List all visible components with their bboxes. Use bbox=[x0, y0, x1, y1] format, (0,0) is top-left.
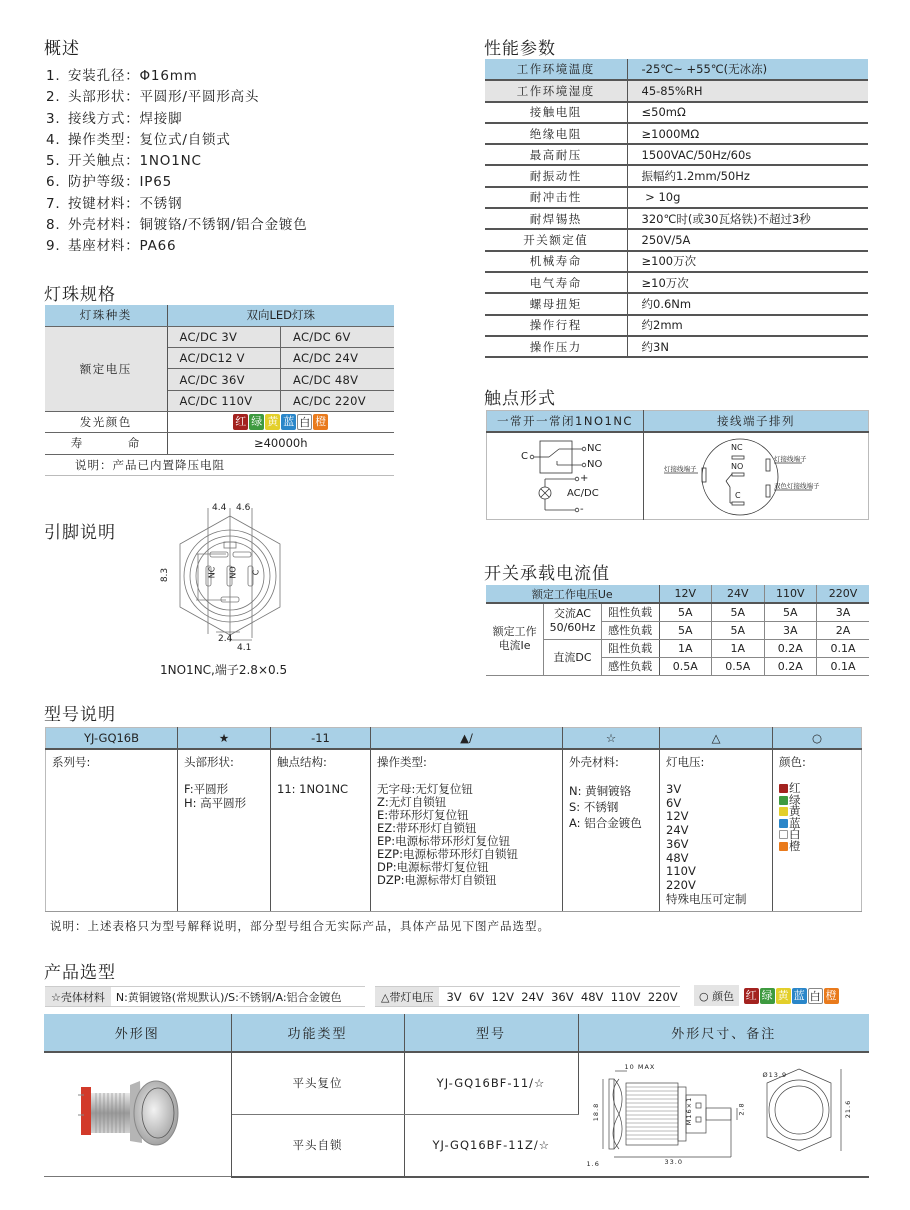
term-nc: NC bbox=[731, 442, 743, 452]
model-color-cell bbox=[773, 749, 862, 912]
current-title: 开关承载电流值 bbox=[484, 564, 610, 584]
overview-list bbox=[46, 66, 308, 258]
current-value: 2A bbox=[817, 621, 870, 639]
led-voltage: AC/DC 24V bbox=[281, 348, 395, 369]
performance-row bbox=[485, 336, 868, 357]
red-base bbox=[81, 1087, 91, 1135]
performance-value: > 10g bbox=[627, 187, 868, 208]
performance-row bbox=[485, 208, 868, 229]
overview-item-number: 7. bbox=[46, 195, 61, 212]
selection-function: 平头复位 bbox=[231, 1052, 404, 1114]
model-lamp-item: 12V bbox=[666, 809, 689, 824]
led-title: 灯珠规格 bbox=[44, 285, 116, 305]
model-op-cell bbox=[371, 749, 563, 912]
performance-row bbox=[485, 251, 868, 272]
overview-item bbox=[46, 236, 308, 257]
model-shell-item: A: 铝合金镀色 bbox=[569, 816, 642, 830]
schematic-cell bbox=[487, 432, 644, 520]
switch-schematic bbox=[487, 433, 643, 520]
performance-value: 320℃时(或30瓦烙铁)不超过3秒 bbox=[627, 208, 868, 229]
color-swatch-icon bbox=[779, 842, 788, 851]
model-lamp-item: 特殊电压可定制 bbox=[666, 891, 747, 906]
overview-item-number: 9. bbox=[46, 238, 61, 255]
performance-label: 耐冲击性 bbox=[485, 187, 627, 208]
model-color-name: 绿 bbox=[789, 792, 801, 807]
overview-item-text: 头部形状：平圆形/平圆形高头 bbox=[68, 89, 260, 106]
current-voltage: 24V bbox=[712, 585, 765, 603]
current-voltage: 110V bbox=[764, 585, 817, 603]
color-chip: 绿 bbox=[251, 415, 263, 429]
contact-title: 触点形式 bbox=[484, 389, 556, 409]
led-life-label bbox=[45, 433, 167, 454]
selection-header: 外形尺寸、备注 bbox=[578, 1014, 869, 1052]
color-chip: 蓝 bbox=[793, 988, 805, 1002]
performance-row bbox=[485, 80, 868, 101]
pin-dim-a: 4.4 bbox=[212, 503, 227, 513]
dim-18-8: 18.8 bbox=[591, 1102, 600, 1122]
led-voltage: AC/DC 6V bbox=[281, 326, 395, 347]
model-op-label: 操作类型: bbox=[377, 754, 427, 769]
model-header: ☆ bbox=[563, 728, 660, 749]
model-shell-label: 外壳材料: bbox=[569, 754, 619, 769]
model-lamp-item: 6V bbox=[666, 795, 682, 810]
overview-item bbox=[46, 151, 308, 172]
performance-label: 绝缘电阻 bbox=[485, 123, 627, 144]
current-value: 5A bbox=[712, 621, 765, 639]
led-type-label: 灯珠种类 bbox=[45, 305, 167, 326]
current-table bbox=[486, 585, 869, 676]
overview-item-number: 6. bbox=[46, 174, 61, 191]
overview-item-text: 防护等级：IP65 bbox=[68, 174, 173, 191]
model-header: ★ bbox=[178, 728, 271, 749]
model-head-item: H: 高平圆形 bbox=[184, 795, 247, 810]
led-voltage: AC/DC 220V bbox=[281, 390, 395, 411]
current-value: 3A bbox=[764, 621, 817, 639]
pin-label-c: C bbox=[251, 569, 261, 576]
selection-function: 平头自锁 bbox=[231, 1114, 404, 1176]
performance-row bbox=[485, 315, 868, 336]
selection-lamp-value: 3V 6V 12V 24V 36V 48V 110V 220V bbox=[446, 989, 678, 1004]
overview-item bbox=[46, 109, 308, 130]
dim-10max: 10 MAX bbox=[624, 1063, 656, 1071]
model-color-item bbox=[779, 838, 855, 853]
selection-shell-box bbox=[45, 986, 365, 1007]
model-lamp-cell bbox=[660, 749, 773, 912]
model-header: ▲/ bbox=[371, 728, 563, 749]
current-value: 5A bbox=[659, 603, 712, 621]
overview-item-text: 基座材料：PA66 bbox=[68, 238, 177, 255]
current-row-label-a: 额定工作 bbox=[492, 625, 537, 639]
color-swatch-icon bbox=[779, 830, 788, 839]
current-load: 阻性负载 bbox=[601, 603, 659, 621]
current-value: 0.2A bbox=[764, 657, 817, 675]
selection-header: 功能类型 bbox=[231, 1014, 404, 1052]
led-voltage: AC/DC 110V bbox=[167, 390, 281, 411]
led-life-value: ≥40000h bbox=[167, 433, 394, 454]
selection-title: 产品选型 bbox=[44, 963, 116, 983]
overview-item bbox=[46, 172, 308, 193]
performance-value: ≥1000MΩ bbox=[627, 123, 868, 144]
color-chip: 黄 bbox=[267, 415, 279, 429]
model-op-item: E:带环形灯复位钮 bbox=[377, 808, 469, 822]
current-load: 感性负载 bbox=[601, 657, 659, 675]
selection-lamp-box bbox=[375, 986, 680, 1007]
led-voltage: AC/DC 3V bbox=[167, 326, 281, 347]
current-value: 5A bbox=[712, 603, 765, 621]
pin-label-no: NO bbox=[228, 566, 238, 579]
performance-value: 约3N bbox=[627, 336, 868, 357]
model-color-name: 蓝 bbox=[789, 815, 801, 830]
current-voltage: 220V bbox=[817, 585, 870, 603]
selection-lamp-label: △带灯电压 bbox=[375, 987, 439, 1006]
performance-row bbox=[485, 123, 868, 144]
color-chip: 橙 bbox=[825, 988, 837, 1002]
schem-minus: - bbox=[580, 503, 584, 515]
current-value: 0.1A bbox=[817, 657, 870, 675]
current-ac-a: 交流AC bbox=[553, 607, 591, 621]
performance-label: 工作环境湿度 bbox=[485, 80, 627, 101]
model-contact-cell bbox=[271, 749, 371, 912]
model-color-name: 白 bbox=[789, 827, 801, 841]
pin-dim-h: 8.3 bbox=[160, 567, 171, 583]
color-swatch-icon bbox=[779, 819, 788, 828]
model-lamp-item: 3V bbox=[666, 782, 682, 796]
model-lamp-item: 48V bbox=[666, 850, 689, 865]
led-life-label-a: 寿 bbox=[70, 436, 84, 451]
color-chip: 白 bbox=[809, 989, 821, 1003]
color-swatch-icon bbox=[779, 796, 788, 805]
led-life-label-b: 命 bbox=[127, 436, 141, 451]
model-header: ○ bbox=[773, 728, 862, 749]
performance-label: 最高耐压 bbox=[485, 144, 627, 165]
overview-item-text: 按键材料：不锈钢 bbox=[68, 195, 183, 212]
current-ac-label bbox=[544, 603, 602, 639]
current-voltage: 12V bbox=[659, 585, 712, 603]
term-c: C bbox=[735, 490, 741, 500]
current-dc-label: 直流DC bbox=[544, 639, 602, 675]
color-chip: 黄 bbox=[777, 988, 789, 1002]
product-photo bbox=[44, 1053, 230, 1173]
led-voltage: AC/DC12 V bbox=[167, 348, 281, 369]
model-series-cell bbox=[46, 749, 178, 912]
model-series-label: 系列号: bbox=[52, 754, 91, 769]
model-color-name: 红 bbox=[789, 781, 801, 795]
performance-row bbox=[485, 144, 868, 165]
model-lamp-item: 220V bbox=[666, 877, 696, 892]
term-bicolor: 双色灯接线端子 bbox=[774, 481, 820, 490]
color-chip: 蓝 bbox=[283, 415, 295, 429]
performance-label: 开关额定值 bbox=[485, 229, 627, 250]
color-chip: 红 bbox=[235, 415, 247, 429]
pin-dim-c: 2.4 bbox=[218, 634, 233, 644]
performance-row bbox=[485, 165, 868, 186]
performance-value: ≥10万次 bbox=[627, 272, 868, 293]
dim-33: 33.0 bbox=[664, 1158, 683, 1166]
current-value: 0.5A bbox=[712, 657, 765, 675]
threaded-body bbox=[91, 1093, 131, 1133]
performance-title: 性能参数 bbox=[484, 39, 556, 59]
dim-1-6: 1.6 bbox=[586, 1160, 600, 1168]
performance-row bbox=[485, 293, 868, 314]
overview-item-text: 开关触点：1NO1NC bbox=[68, 153, 202, 170]
pins-title: 引脚说明 bbox=[44, 523, 116, 543]
term-lamp-left: 灯接线端子 bbox=[664, 464, 697, 473]
overview-item-number: 8. bbox=[46, 217, 61, 234]
model-op-item: EZP:电源标带环形灯自锁钮 bbox=[377, 847, 518, 861]
dimension-drawing bbox=[579, 1053, 855, 1173]
overview-item bbox=[46, 194, 308, 215]
model-contact-item: 11: 1NO1NC bbox=[277, 782, 349, 796]
performance-value: 振幅约1.2mm/50Hz bbox=[627, 165, 868, 186]
performance-value: ≥100万次 bbox=[627, 251, 868, 272]
dimensions-cell bbox=[578, 1052, 869, 1177]
model-contact-label: 触点结构: bbox=[277, 754, 327, 769]
color-chip: 橙 bbox=[315, 415, 327, 429]
model-title: 型号说明 bbox=[44, 705, 116, 725]
product-image-cell bbox=[44, 1052, 231, 1177]
current-value: 0.2A bbox=[764, 639, 817, 657]
selection-shell-value: N:黄铜镀铬(常规默认)/S:不锈钢/A:铝合金镀色 bbox=[115, 990, 342, 1004]
model-head-item: F:平圆形 bbox=[184, 782, 229, 796]
current-row-label bbox=[486, 603, 544, 675]
overview-item-text: 接线方式：焊接脚 bbox=[68, 110, 183, 127]
model-header: △ bbox=[660, 728, 773, 749]
current-value: 1A bbox=[712, 639, 765, 657]
performance-label: 机械寿命 bbox=[485, 251, 627, 272]
led-color-chips bbox=[167, 411, 394, 432]
overview-item-number: 2. bbox=[46, 89, 61, 106]
performance-label: 操作行程 bbox=[485, 315, 627, 336]
contact-col1: 一常开一常闭1NO1NC bbox=[487, 411, 644, 432]
overview-item-number: 1. bbox=[46, 68, 61, 84]
selection-shell-label: ☆壳体材料 bbox=[45, 987, 111, 1006]
model-lamp-item: 110V bbox=[666, 864, 696, 879]
performance-row bbox=[485, 102, 868, 123]
model-header: YJ-GQ16B bbox=[46, 728, 178, 749]
model-op-item: 无字母:无灯复位钮 bbox=[377, 782, 473, 796]
color-swatch-icon bbox=[779, 784, 788, 793]
performance-value: 45-85%RH bbox=[627, 80, 868, 101]
selection-color-label: ○ 颜色 bbox=[694, 985, 739, 1006]
current-load: 阻性负载 bbox=[601, 639, 659, 657]
terminal-diagram bbox=[644, 433, 868, 520]
model-op-item: DP:电源标带灯复位钮 bbox=[377, 860, 489, 874]
color-swatch-icon bbox=[779, 807, 788, 816]
model-color-name: 黄 bbox=[789, 804, 801, 818]
performance-label: 操作压力 bbox=[485, 336, 627, 357]
performance-value: 约2mm bbox=[627, 315, 868, 336]
performance-label: 耐焊锡热 bbox=[485, 208, 627, 229]
performance-label: 电气寿命 bbox=[485, 272, 627, 293]
model-head-label: 头部形状: bbox=[184, 754, 234, 769]
current-ac-b: 50/60Hz bbox=[549, 621, 596, 635]
overview-title: 概述 bbox=[44, 39, 80, 59]
contact-col2: 接线端子排列 bbox=[644, 411, 869, 432]
performance-label: 螺母扭矩 bbox=[485, 293, 627, 314]
model-table bbox=[45, 727, 862, 912]
schem-acdc: AC/DC bbox=[567, 487, 599, 499]
contact-table bbox=[486, 410, 869, 520]
current-value: 1A bbox=[659, 639, 712, 657]
model-shell-item: N: 黄铜镀铬 bbox=[569, 784, 632, 798]
current-load: 感性负载 bbox=[601, 621, 659, 639]
current-value: 0.5A bbox=[659, 657, 712, 675]
color-chip: 绿 bbox=[761, 988, 773, 1002]
dim-2-8: 2.8 bbox=[737, 1102, 746, 1116]
model-head-cell bbox=[178, 749, 271, 912]
model-shell-item: S: 不锈钢 bbox=[569, 800, 619, 814]
selection-color-box bbox=[694, 985, 867, 1006]
overview-item-number: 3. bbox=[46, 110, 61, 127]
overview-item-text: 操作类型：复位式/自锁式 bbox=[68, 131, 231, 148]
model-header: -11 bbox=[271, 728, 371, 749]
schem-c: C bbox=[521, 450, 528, 462]
selection-header: 型号 bbox=[404, 1014, 578, 1052]
current-value: 3A bbox=[817, 603, 870, 621]
performance-label: 耐振动性 bbox=[485, 165, 627, 186]
dim-21-6: 21.6 bbox=[843, 1099, 852, 1119]
current-value: 5A bbox=[764, 603, 817, 621]
performance-value: 250V/5A bbox=[627, 229, 868, 250]
led-color-label: 发光颜色 bbox=[45, 411, 167, 432]
overview-item bbox=[46, 66, 308, 87]
performance-value: 1500VAC/50Hz/60s bbox=[627, 144, 868, 165]
dim-m16: M16×1 bbox=[684, 1096, 693, 1126]
performance-row bbox=[485, 229, 868, 250]
schem-plus: + bbox=[580, 472, 589, 484]
performance-value: ≤50mΩ bbox=[627, 102, 868, 123]
button-face bbox=[134, 1081, 178, 1145]
performance-row bbox=[485, 59, 868, 80]
overview-item-text: 安装孔径：Φ16mm bbox=[68, 68, 198, 84]
selection-color-chips bbox=[739, 988, 839, 1004]
color-chip: 白 bbox=[299, 416, 311, 430]
model-lamp-label: 灯电压: bbox=[666, 754, 705, 769]
model-op-item: DZP:电源标带灯自锁钮 bbox=[377, 873, 497, 887]
performance-row bbox=[485, 187, 868, 208]
led-voltage-label: 额定电压 bbox=[45, 326, 167, 411]
current-header-label: 额定工作电压Ue bbox=[486, 585, 659, 603]
current-value: 0.1A bbox=[817, 639, 870, 657]
color-chip: 红 bbox=[745, 988, 757, 1002]
model-color-label: 颜色: bbox=[779, 754, 806, 769]
overview-item-number: 5. bbox=[46, 153, 61, 170]
model-op-item: EP:电源标带环形灯复位钮 bbox=[377, 834, 511, 848]
term-lamp-right: 灯接线端子 bbox=[774, 454, 807, 463]
schem-no: NO bbox=[587, 458, 603, 470]
current-row-label-b: 电流Ie bbox=[498, 639, 531, 653]
performance-label: 接触电阻 bbox=[485, 102, 627, 123]
overview-item bbox=[46, 130, 308, 151]
led-voltage: AC/DC 48V bbox=[281, 369, 395, 390]
model-op-item: EZ:带环形灯自锁钮 bbox=[377, 821, 477, 835]
led-table bbox=[45, 305, 394, 476]
dim-dia: Ø13.9 bbox=[762, 1071, 788, 1079]
pin-dim-b: 4.6 bbox=[236, 503, 251, 513]
overview-item-text: 外壳材料：铜镀铬/不锈钢/铝合金镀色 bbox=[68, 217, 308, 234]
overview-item bbox=[46, 87, 308, 108]
term-no: NO bbox=[731, 461, 744, 471]
performance-table bbox=[485, 59, 868, 358]
model-op-item: Z:无灯自锁钮 bbox=[377, 795, 447, 809]
led-voltage: AC/DC 36V bbox=[167, 369, 281, 390]
model-note: 说明：上述表格只为型号解释说明，部分型号组合无实际产品，具体产品见下图产品选型。 bbox=[50, 919, 550, 933]
selection-table bbox=[44, 1014, 869, 1178]
performance-value: -25℃~ +55℃(无冰冻) bbox=[627, 59, 868, 80]
performance-value: 约0.6Nm bbox=[627, 293, 868, 314]
schem-nc: NC bbox=[587, 442, 602, 454]
overview-item bbox=[46, 215, 308, 236]
selection-model: YJ-GQ16BF-11Z/☆ bbox=[404, 1114, 578, 1176]
model-color-name: 橙 bbox=[789, 838, 801, 853]
performance-label: 工作环境温度 bbox=[485, 59, 627, 80]
pin-label-nc: NC bbox=[207, 566, 217, 579]
pin-caption: 1NO1NC,端子2.8×0.5 bbox=[160, 663, 288, 677]
performance-row bbox=[485, 272, 868, 293]
current-value: 5A bbox=[659, 621, 712, 639]
model-lamp-item: 24V bbox=[666, 823, 689, 838]
led-note: 说明：产品已内置降压电阻 bbox=[45, 454, 394, 475]
model-lamp-item: 36V bbox=[666, 836, 689, 851]
pin-dim-d: 4.1 bbox=[237, 643, 252, 653]
overview-item-number: 4. bbox=[46, 131, 61, 148]
terminal-cell bbox=[644, 432, 869, 520]
selection-model: YJ-GQ16BF-11/☆ bbox=[404, 1052, 578, 1114]
led-type-value: 双向LED灯珠 bbox=[167, 305, 394, 326]
selection-header: 外形图 bbox=[44, 1014, 231, 1052]
model-shell-cell bbox=[563, 749, 660, 912]
